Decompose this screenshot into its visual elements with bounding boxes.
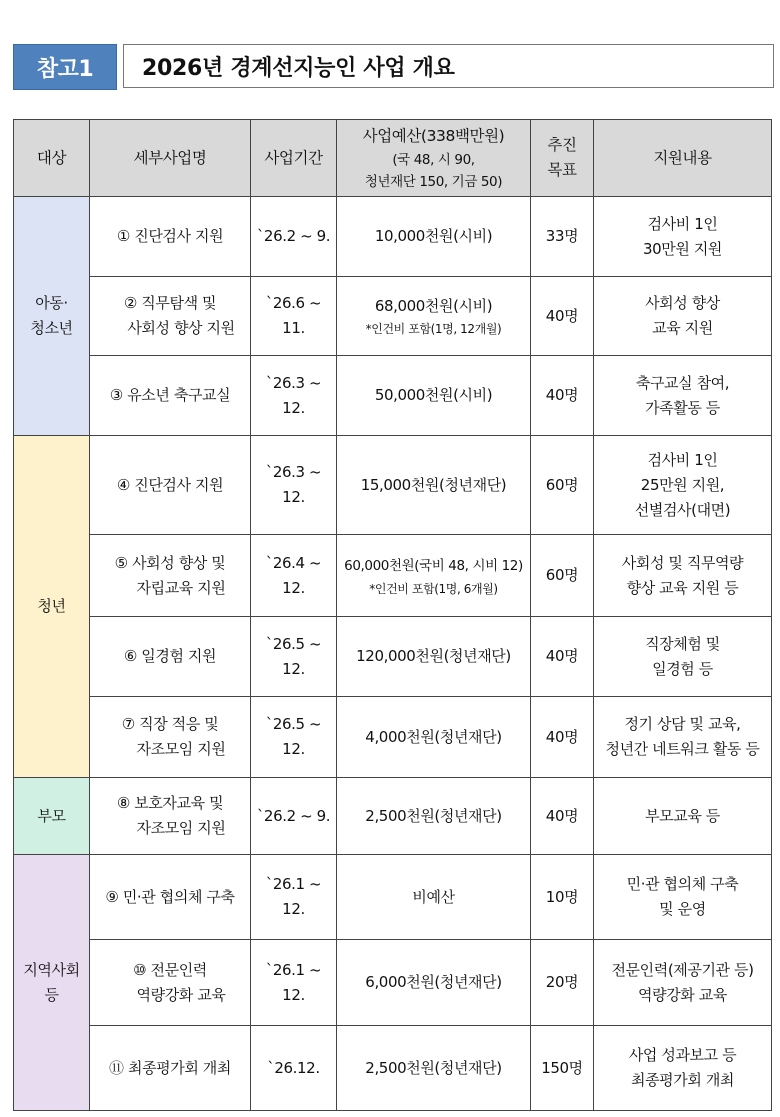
content-line1: 전문인력(제공기관 등) <box>611 960 754 979</box>
content-cell <box>594 697 772 778</box>
content-cell <box>594 356 772 436</box>
project-name-line1: 일경험 지원 <box>141 647 217 665</box>
project-number: ④ <box>116 475 130 494</box>
project-number: ② <box>123 294 137 312</box>
group-cell-child-youth <box>14 197 90 436</box>
content-line2: 30만원 지원 <box>642 239 722 258</box>
period-cell: `26.3 ~ 12. <box>251 356 337 436</box>
goal-cell: 40명 <box>531 778 594 855</box>
project-name-line1: 민·관 협의체 구축 <box>122 887 235 906</box>
content-line2: 25만원 지원, <box>640 475 725 494</box>
col-header-period: 사업기간 <box>251 120 337 197</box>
goal-cell: 150명 <box>531 1026 594 1111</box>
period-cell: `26.4 ~ 12. <box>251 535 337 617</box>
goal-cell: 40명 <box>531 697 594 778</box>
group-label: 등 <box>44 985 59 1004</box>
content-cell <box>594 1026 772 1111</box>
col-header-budget <box>337 120 531 197</box>
content-line1: 검사비 1인 <box>647 214 718 233</box>
project-name <box>90 356 251 436</box>
period-cell: `26.5 ~ 12. <box>251 697 337 778</box>
content-line2: 청년간 네트워크 활동 등 <box>605 740 760 758</box>
group-label: 청년 <box>37 597 66 615</box>
table-row <box>14 778 772 855</box>
project-number: ① <box>116 227 130 245</box>
content-line1: 축구교실 참여, <box>635 373 730 392</box>
project-name-line1: 유소년 축구교실 <box>127 386 231 404</box>
table-row <box>14 436 772 535</box>
project-number: ⑦ <box>121 715 135 733</box>
group-label: 청소년 <box>30 319 73 337</box>
period-cell: `26.2 ~ 9. <box>251 197 337 277</box>
project-name <box>90 197 251 277</box>
project-number: ③ <box>109 386 123 404</box>
project-overview-table <box>13 119 772 1111</box>
budget-note: *인건비 포함(1명, 6개월) <box>369 581 498 596</box>
project-number: ⑪ <box>109 1058 124 1077</box>
goal-cell: 40명 <box>531 617 594 697</box>
project-name <box>90 778 251 855</box>
content-line2: 최종평가회 개최 <box>631 1071 734 1089</box>
content-cell <box>594 855 772 940</box>
budget-cell <box>337 535 531 617</box>
project-name-line1: 진단검사 지원 <box>134 227 224 245</box>
budget-header-sub1: (국 48, 시 90, <box>392 151 475 168</box>
table-row <box>14 1026 772 1111</box>
budget-cell: 10,000천원(시비) <box>337 197 531 277</box>
project-number: ⑥ <box>123 647 137 665</box>
col-header-project: 세부사업명 <box>90 120 251 197</box>
content-line1: 사회성 향상 <box>645 294 720 312</box>
project-name-line1: 직장 적응 및 <box>139 715 219 733</box>
group-cell-youth <box>14 436 90 778</box>
project-name <box>90 855 251 940</box>
project-name-line2: 역량강화 교육 <box>136 985 226 1004</box>
col-header-target: 대상 <box>14 120 90 197</box>
project-name-line2: 자립교육 지원 <box>136 578 226 597</box>
project-name <box>90 1026 251 1111</box>
goal-cell: 60명 <box>531 436 594 535</box>
project-number: ⑨ <box>105 887 119 906</box>
period-cell: `26.1 ~ 12. <box>251 855 337 940</box>
budget-header-sub2: 청년재단 150, 기금 50) <box>364 173 503 190</box>
project-name <box>90 277 251 356</box>
goal-header-line1: 추진 <box>547 136 577 154</box>
project-name-line2: 자조모임 지원 <box>136 819 226 837</box>
content-line2: 역량강화 교육 <box>638 985 727 1004</box>
header-row <box>14 120 772 197</box>
reference-badge: 참고1 <box>13 44 117 90</box>
table-row <box>14 697 772 778</box>
project-name <box>90 940 251 1026</box>
project-number: ⑧ <box>116 794 130 812</box>
table-row <box>14 940 772 1026</box>
project-name-line1: 최종평가회 개최 <box>127 1058 231 1077</box>
page-header <box>13 44 776 90</box>
content-line1: 사회성 및 직무역량 <box>621 553 744 572</box>
group-label: 부모 <box>37 806 66 825</box>
budget-note: *인건비 포함(1명, 12개월) <box>365 321 502 336</box>
budget-cell: 120,000천원(청년재단) <box>337 617 531 697</box>
goal-cell: 10명 <box>531 855 594 940</box>
content-line2: 일경험 등 <box>652 659 713 678</box>
content-cell <box>594 277 772 356</box>
table-row <box>14 535 772 617</box>
content-cell <box>594 197 772 277</box>
goal-cell: 20명 <box>531 940 594 1026</box>
budget-cell: 15,000천원(청년재단) <box>337 436 531 535</box>
budget-cell <box>337 277 531 356</box>
project-name <box>90 535 251 617</box>
project-name-line1: 전문인력 <box>150 960 207 979</box>
period-cell: `26.3 ~ 12. <box>251 436 337 535</box>
content-line1: 사업 성과보고 등 <box>628 1046 737 1064</box>
project-name-line2: 자조모임 지원 <box>136 740 226 758</box>
project-name-line1: 보호자교육 및 <box>134 794 224 812</box>
project-name-line2: 사회성 향상 지원 <box>127 319 235 337</box>
col-header-content: 지원내용 <box>594 120 772 197</box>
group-label: 아동· <box>35 294 68 312</box>
table-row <box>14 855 772 940</box>
group-cell-community <box>14 855 90 1111</box>
project-name <box>90 436 251 535</box>
period-cell: `26.6 ~ 11. <box>251 277 337 356</box>
goal-cell: 60명 <box>531 535 594 617</box>
budget-header-main: 사업예산(338백만원) <box>362 126 505 145</box>
period-cell: `26.12. <box>251 1026 337 1111</box>
page-title: 2026년 경계선지능인 사업 개요 <box>123 44 774 88</box>
project-name-line1: 진단검사 지원 <box>134 475 224 494</box>
goal-cell: 40명 <box>531 356 594 436</box>
table-row <box>14 197 772 277</box>
budget-cell: 6,000천원(청년재단) <box>337 940 531 1026</box>
goal-header-line2: 목표 <box>547 161 577 179</box>
budget-amount: 60,000천원(국비 48, 시비 12) <box>344 557 523 574</box>
table-row <box>14 617 772 697</box>
content-line2: 교육 지원 <box>652 319 713 337</box>
project-name <box>90 617 251 697</box>
col-header-goal <box>531 120 594 197</box>
group-label: 지역사회 <box>23 960 80 979</box>
content-cell <box>594 436 772 535</box>
group-cell-parent <box>14 778 90 855</box>
project-number: ⑤ <box>114 553 128 572</box>
project-number: ⑩ <box>133 960 147 979</box>
budget-amount: 68,000천원(시비) <box>374 296 493 315</box>
budget-cell: 2,500천원(청년재단) <box>337 778 531 855</box>
content-cell <box>594 940 772 1026</box>
table-row <box>14 356 772 436</box>
goal-cell: 33명 <box>531 197 594 277</box>
period-cell: `26.1 ~ 12. <box>251 940 337 1026</box>
budget-cell: 4,000천원(청년재단) <box>337 697 531 778</box>
content-line1: 검사비 1인 <box>647 450 718 469</box>
content-line2: 및 운영 <box>659 900 706 918</box>
content-line1: 직장체험 및 <box>645 634 720 653</box>
project-name-line1: 사회성 향상 및 <box>132 553 226 572</box>
content-line2: 가족활동 등 <box>645 398 720 417</box>
content-line3: 선별검사(대면) <box>634 500 731 519</box>
content-line1: 민·관 협의체 구축 <box>626 875 739 893</box>
goal-cell: 40명 <box>531 277 594 356</box>
table-row <box>14 277 772 356</box>
project-name-line1: 직무탐색 및 <box>141 294 217 312</box>
content-line1: 정기 상담 및 교육, <box>624 715 741 733</box>
content-cell <box>594 535 772 617</box>
budget-cell: 50,000천원(시비) <box>337 356 531 436</box>
content-line2: 향상 교육 지원 등 <box>626 578 739 597</box>
project-name <box>90 697 251 778</box>
content-cell <box>594 617 772 697</box>
budget-cell: 2,500천원(청년재단) <box>337 1026 531 1111</box>
budget-cell: 비예산 <box>337 855 531 940</box>
content-cell: 부모교육 등 <box>594 778 772 855</box>
period-cell: `26.5 ~ 12. <box>251 617 337 697</box>
period-cell: `26.2 ~ 9. <box>251 778 337 855</box>
